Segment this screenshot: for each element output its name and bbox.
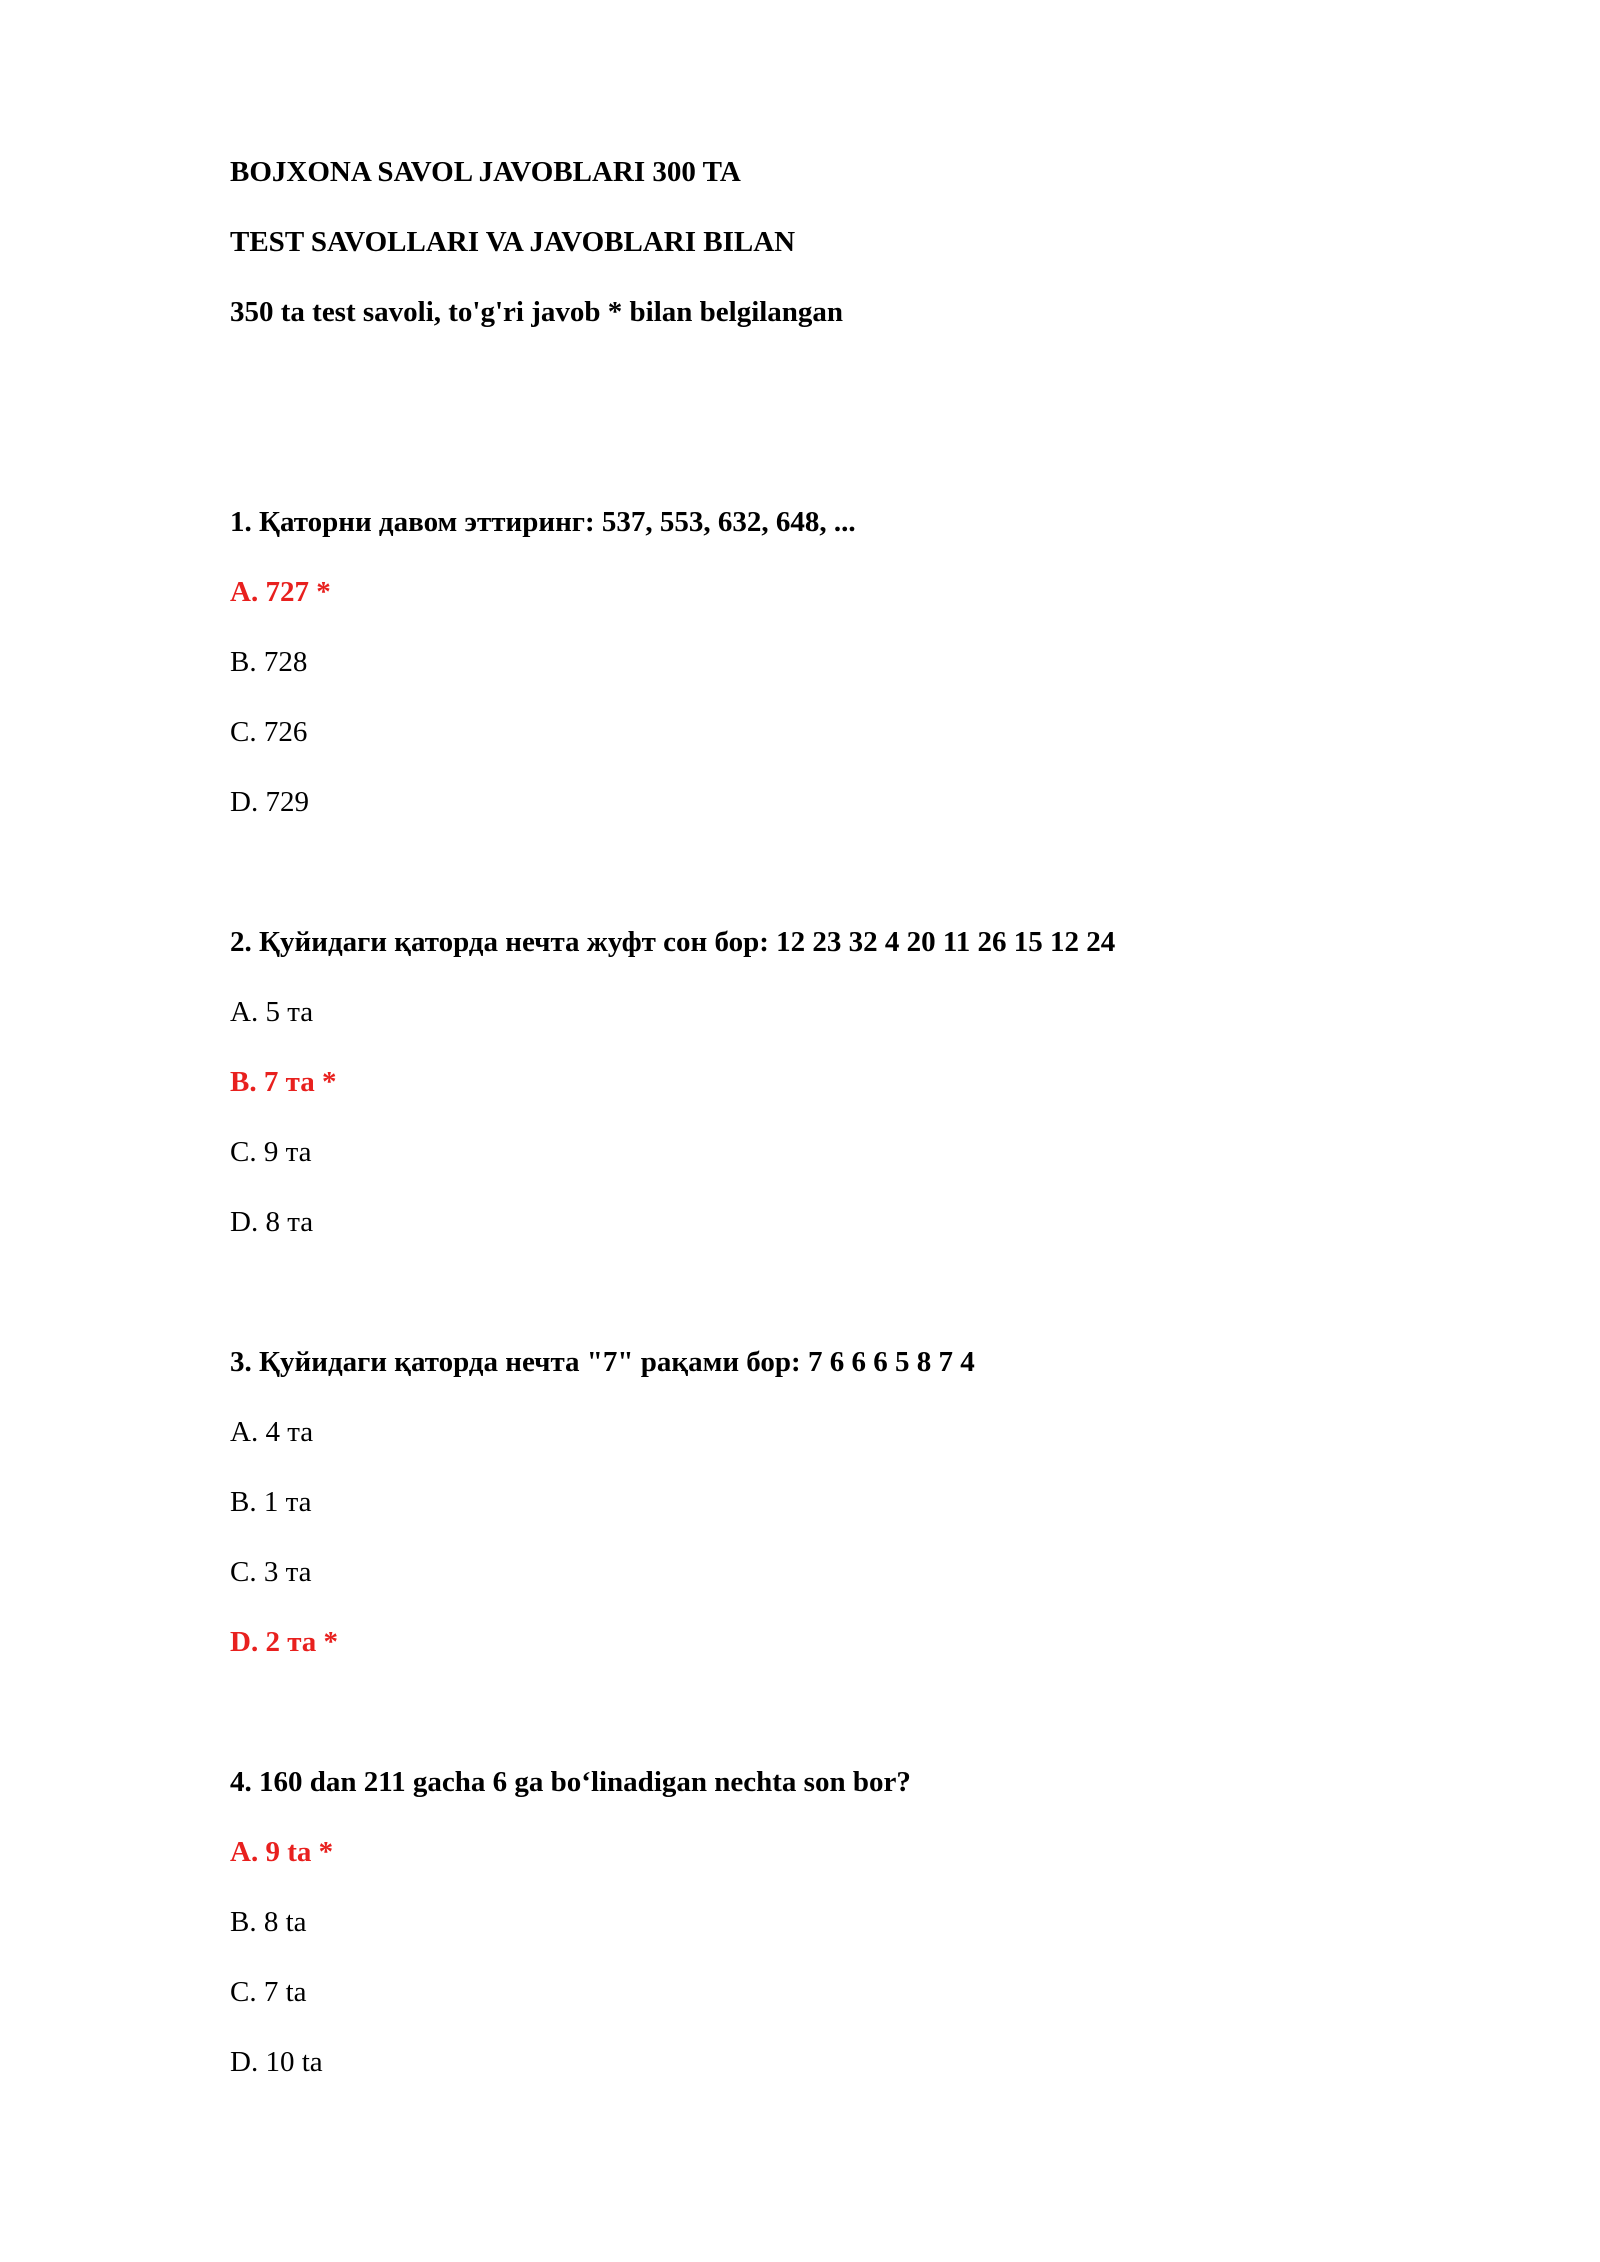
question-2-text: 2. Қуйидаги қаторда нечта жуфт сон бор: 12 23 32 4 20 11 26 15 12 24 (230, 926, 1116, 958)
question-4-option-a: A. 9 ta * (230, 1836, 334, 1868)
question-4-option-b: B. 8 ta (230, 1906, 307, 1938)
document-note: 350 ta test savoli, to'g'ri javob * bilan belgilangan (230, 296, 844, 328)
question-4-text: 4. 160 dan 211 gacha 6 ga bo‘linadigan nechta son bor? (230, 1766, 911, 1798)
question-2-option-a: A. 5 та (230, 996, 314, 1028)
question-1-text: 1. Қаторни давом эттиринг: 537, 553, 632, 648, ... (230, 506, 856, 538)
question-3-option-a: A. 4 та (230, 1416, 314, 1448)
question-1-option-a: A. 727 * (230, 576, 331, 608)
question-4-option-d: D. 10 ta (230, 2046, 323, 2078)
question-3-option-b: B. 1 та (230, 1486, 312, 1518)
question-3-option-d: D. 2 та * (230, 1626, 339, 1658)
question-4-option-c: C. 7 ta (230, 1976, 307, 2008)
question-2-option-d: D. 8 та (230, 1206, 314, 1238)
question-3-option-c: C. 3 та (230, 1556, 312, 1588)
question-1-option-b: B. 728 (230, 646, 308, 678)
document-subtitle: TEST SAVOLLARI VA JAVOBLARI BILAN (230, 226, 796, 258)
question-3-text: 3. Қуйидаги қаторда нечта "7" рақами бор: 7 6 6 6 5 8 7 4 (230, 1346, 975, 1378)
question-1-option-c: C. 726 (230, 716, 308, 748)
document-title: BOJXONA SAVOL JAVOBLARI 300 TA (230, 156, 741, 188)
question-2-option-b: B. 7 та * (230, 1066, 337, 1098)
question-1-option-d: D. 729 (230, 786, 309, 818)
question-2-option-c: C. 9 та (230, 1136, 312, 1168)
